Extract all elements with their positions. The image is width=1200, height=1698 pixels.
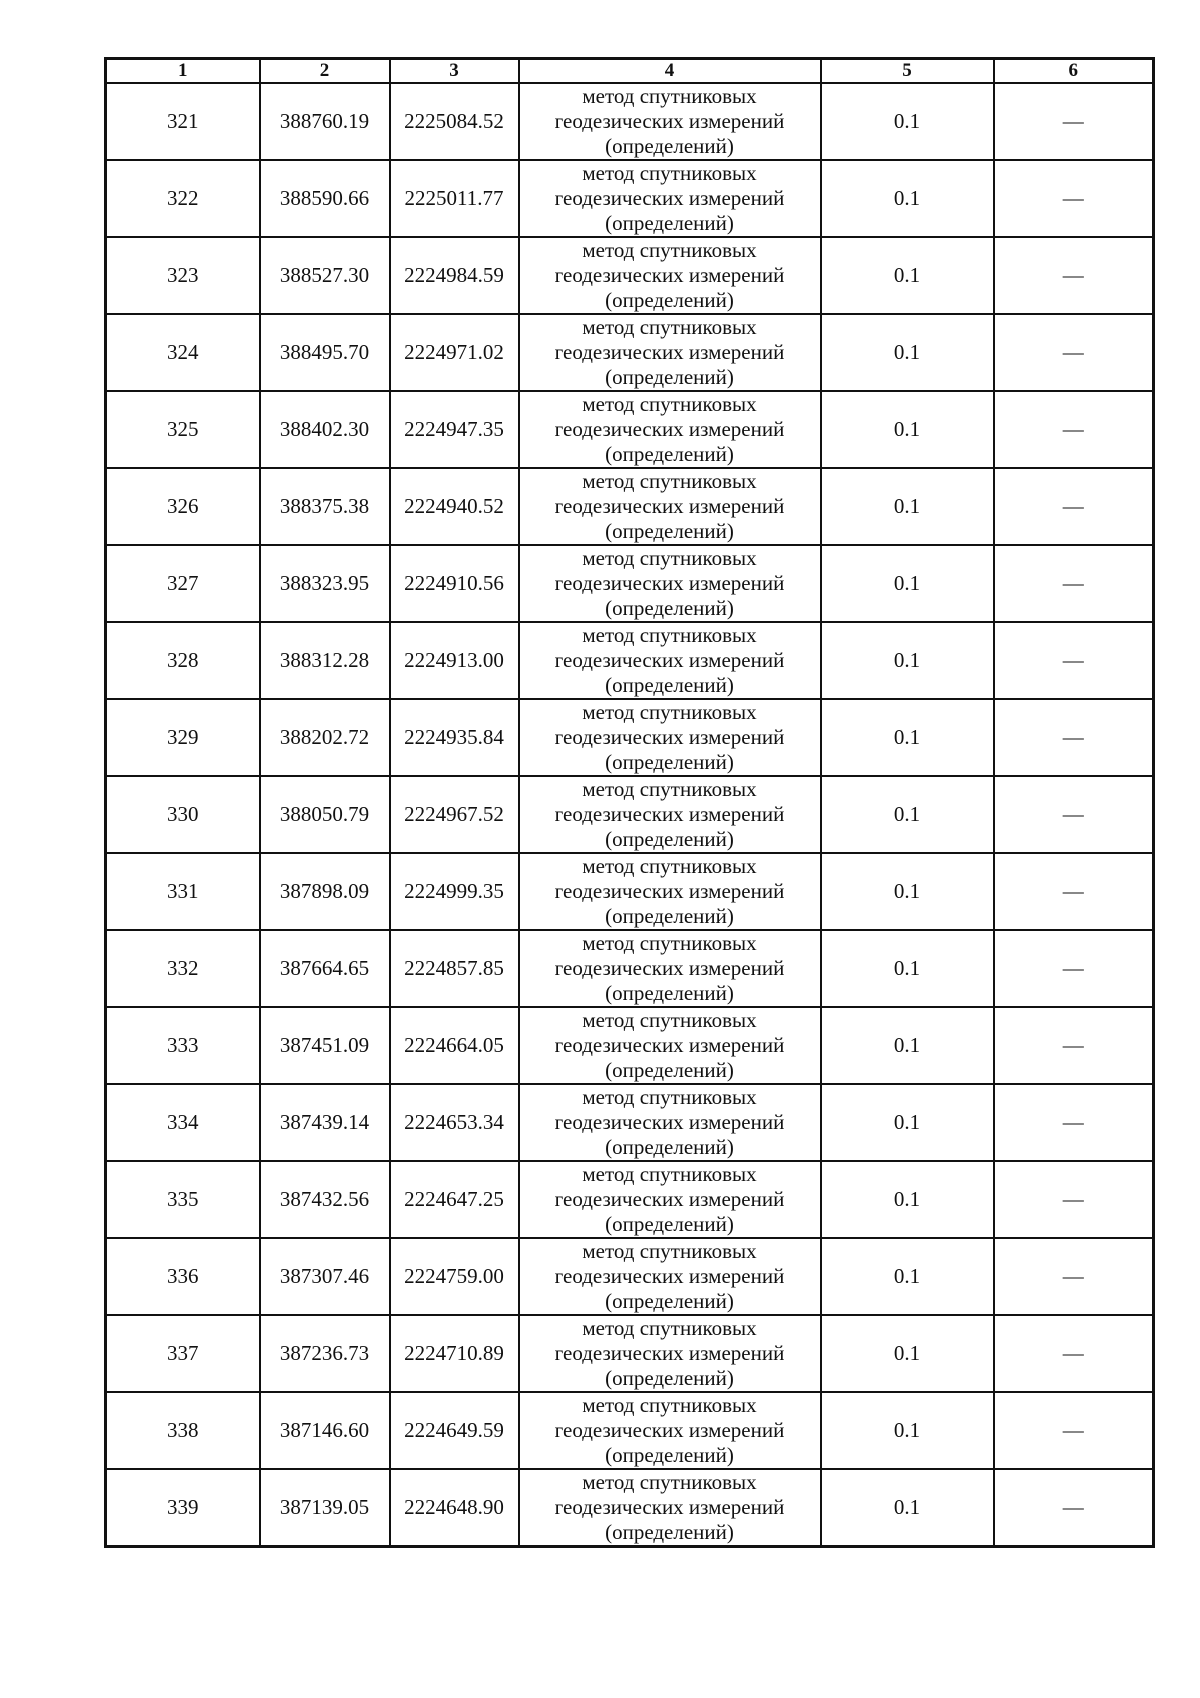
description-cell: — bbox=[994, 160, 1154, 237]
point-number-cell: 339 bbox=[106, 1469, 260, 1547]
method-line-3: (определений) bbox=[605, 1520, 734, 1544]
method-line-3: (определений) bbox=[605, 981, 734, 1005]
x-coordinate-cell: 388402.30 bbox=[260, 391, 390, 468]
method-line-2: геодезических измерений bbox=[554, 186, 785, 210]
method-line-3: (определений) bbox=[605, 673, 734, 697]
description-cell: — bbox=[994, 1392, 1154, 1469]
accuracy-cell: 0.1 bbox=[821, 1315, 994, 1392]
document-page bbox=[104, 57, 1152, 1548]
table-row bbox=[106, 1469, 1154, 1547]
method-line-2: геодезических измерений bbox=[554, 1110, 785, 1134]
method-line-2: геодезических измерений bbox=[554, 340, 785, 364]
point-number-cell: 328 bbox=[106, 622, 260, 699]
point-number-cell: 332 bbox=[106, 930, 260, 1007]
method-line-1: метод спутниковых bbox=[582, 1316, 757, 1340]
y-coordinate-cell: 2224648.90 bbox=[390, 1469, 519, 1547]
table-row bbox=[106, 391, 1154, 468]
table-row bbox=[106, 468, 1154, 545]
method-line-3: (определений) bbox=[605, 288, 734, 312]
table-row bbox=[106, 314, 1154, 391]
table-header bbox=[106, 59, 1154, 84]
accuracy-cell: 0.1 bbox=[821, 1469, 994, 1547]
y-coordinate-cell: 2224664.05 bbox=[390, 1007, 519, 1084]
method-cell bbox=[519, 1161, 821, 1238]
y-coordinate-cell: 2224857.85 bbox=[390, 930, 519, 1007]
table-row bbox=[106, 1084, 1154, 1161]
point-number-cell: 333 bbox=[106, 1007, 260, 1084]
accuracy-cell: 0.1 bbox=[821, 314, 994, 391]
point-number-cell: 334 bbox=[106, 1084, 260, 1161]
description-cell: — bbox=[994, 545, 1154, 622]
method-line-2: геодезических измерений bbox=[554, 263, 785, 287]
y-coordinate-cell: 2224947.35 bbox=[390, 391, 519, 468]
method-line-3: (определений) bbox=[605, 1366, 734, 1390]
method-cell bbox=[519, 622, 821, 699]
method-cell bbox=[519, 699, 821, 776]
x-coordinate-cell: 388202.72 bbox=[260, 699, 390, 776]
accuracy-cell: 0.1 bbox=[821, 237, 994, 314]
x-coordinate-cell: 387139.05 bbox=[260, 1469, 390, 1547]
method-line-1: метод спутниковых bbox=[582, 469, 757, 493]
x-coordinate-cell: 387307.46 bbox=[260, 1238, 390, 1315]
table-row bbox=[106, 699, 1154, 776]
description-cell: — bbox=[994, 1007, 1154, 1084]
header-col-6: 6 bbox=[994, 59, 1154, 84]
description-cell: — bbox=[994, 930, 1154, 1007]
description-cell: — bbox=[994, 1469, 1154, 1547]
point-number-cell: 321 bbox=[106, 83, 260, 160]
accuracy-cell: 0.1 bbox=[821, 391, 994, 468]
method-line-1: метод спутниковых bbox=[582, 315, 757, 339]
method-line-2: геодезических измерений bbox=[554, 571, 785, 595]
y-coordinate-cell: 2224759.00 bbox=[390, 1238, 519, 1315]
accuracy-cell: 0.1 bbox=[821, 1392, 994, 1469]
point-number-cell: 337 bbox=[106, 1315, 260, 1392]
description-cell: — bbox=[994, 853, 1154, 930]
x-coordinate-cell: 387664.65 bbox=[260, 930, 390, 1007]
y-coordinate-cell: 2224984.59 bbox=[390, 237, 519, 314]
method-line-2: геодезических измерений bbox=[554, 648, 785, 672]
method-line-2: геодезических измерений bbox=[554, 879, 785, 903]
method-line-1: метод спутниковых bbox=[582, 931, 757, 955]
table-body bbox=[106, 83, 1154, 1547]
method-line-3: (определений) bbox=[605, 596, 734, 620]
point-number-cell: 331 bbox=[106, 853, 260, 930]
point-number-cell: 330 bbox=[106, 776, 260, 853]
method-cell bbox=[519, 1238, 821, 1315]
accuracy-cell: 0.1 bbox=[821, 1007, 994, 1084]
method-cell bbox=[519, 83, 821, 160]
method-cell bbox=[519, 1315, 821, 1392]
method-line-1: метод спутниковых bbox=[582, 238, 757, 262]
method-line-2: геодезических измерений bbox=[554, 725, 785, 749]
method-line-3: (определений) bbox=[605, 1443, 734, 1467]
y-coordinate-cell: 2224913.00 bbox=[390, 622, 519, 699]
method-line-1: метод спутниковых bbox=[582, 700, 757, 724]
method-line-3: (определений) bbox=[605, 134, 734, 158]
table-row bbox=[106, 776, 1154, 853]
point-number-cell: 329 bbox=[106, 699, 260, 776]
x-coordinate-cell: 387432.56 bbox=[260, 1161, 390, 1238]
method-line-2: геодезических измерений bbox=[554, 1341, 785, 1365]
method-line-3: (определений) bbox=[605, 904, 734, 928]
table-row bbox=[106, 1392, 1154, 1469]
y-coordinate-cell: 2224999.35 bbox=[390, 853, 519, 930]
accuracy-cell: 0.1 bbox=[821, 1238, 994, 1315]
method-line-2: геодезических измерений bbox=[554, 1495, 785, 1519]
y-coordinate-cell: 2225084.52 bbox=[390, 83, 519, 160]
x-coordinate-cell: 388323.95 bbox=[260, 545, 390, 622]
method-line-1: метод спутниковых bbox=[582, 392, 757, 416]
description-cell: — bbox=[994, 468, 1154, 545]
method-cell bbox=[519, 1007, 821, 1084]
y-coordinate-cell: 2224910.56 bbox=[390, 545, 519, 622]
description-cell: — bbox=[994, 314, 1154, 391]
header-col-1: 1 bbox=[106, 59, 260, 84]
y-coordinate-cell: 2224710.89 bbox=[390, 1315, 519, 1392]
method-line-3: (определений) bbox=[605, 1289, 734, 1313]
point-number-cell: 322 bbox=[106, 160, 260, 237]
method-cell bbox=[519, 314, 821, 391]
accuracy-cell: 0.1 bbox=[821, 776, 994, 853]
description-cell: — bbox=[994, 391, 1154, 468]
accuracy-cell: 0.1 bbox=[821, 622, 994, 699]
method-line-2: геодезических измерений bbox=[554, 1187, 785, 1211]
y-coordinate-cell: 2224940.52 bbox=[390, 468, 519, 545]
method-line-2: геодезических измерений bbox=[554, 494, 785, 518]
method-line-1: метод спутниковых bbox=[582, 1239, 757, 1263]
method-cell bbox=[519, 237, 821, 314]
accuracy-cell: 0.1 bbox=[821, 160, 994, 237]
method-cell bbox=[519, 930, 821, 1007]
method-line-1: метод спутниковых bbox=[582, 623, 757, 647]
method-line-2: геодезических измерений bbox=[554, 109, 785, 133]
header-col-2: 2 bbox=[260, 59, 390, 84]
accuracy-cell: 0.1 bbox=[821, 468, 994, 545]
method-cell bbox=[519, 1469, 821, 1547]
point-number-cell: 338 bbox=[106, 1392, 260, 1469]
point-number-cell: 323 bbox=[106, 237, 260, 314]
table-row bbox=[106, 83, 1154, 160]
x-coordinate-cell: 388495.70 bbox=[260, 314, 390, 391]
point-number-cell: 336 bbox=[106, 1238, 260, 1315]
table-row bbox=[106, 930, 1154, 1007]
description-cell: — bbox=[994, 1161, 1154, 1238]
table-row bbox=[106, 1238, 1154, 1315]
description-cell: — bbox=[994, 622, 1154, 699]
y-coordinate-cell: 2224649.59 bbox=[390, 1392, 519, 1469]
y-coordinate-cell: 2224935.84 bbox=[390, 699, 519, 776]
method-line-3: (определений) bbox=[605, 442, 734, 466]
method-line-3: (определений) bbox=[605, 211, 734, 235]
accuracy-cell: 0.1 bbox=[821, 545, 994, 622]
description-cell: — bbox=[994, 1238, 1154, 1315]
y-coordinate-cell: 2224647.25 bbox=[390, 1161, 519, 1238]
point-number-cell: 326 bbox=[106, 468, 260, 545]
method-line-3: (определений) bbox=[605, 365, 734, 389]
description-cell: — bbox=[994, 83, 1154, 160]
point-number-cell: 325 bbox=[106, 391, 260, 468]
y-coordinate-cell: 2225011.77 bbox=[390, 160, 519, 237]
description-cell: — bbox=[994, 237, 1154, 314]
accuracy-cell: 0.1 bbox=[821, 699, 994, 776]
header-row bbox=[106, 59, 1154, 84]
x-coordinate-cell: 388312.28 bbox=[260, 622, 390, 699]
point-number-cell: 324 bbox=[106, 314, 260, 391]
method-cell bbox=[519, 160, 821, 237]
method-line-1: метод спутниковых bbox=[582, 1085, 757, 1109]
description-cell: — bbox=[994, 1084, 1154, 1161]
method-line-1: метод спутниковых bbox=[582, 1162, 757, 1186]
method-line-1: метод спутниковых bbox=[582, 84, 757, 108]
description-cell: — bbox=[994, 699, 1154, 776]
method-line-2: геодезических измерений bbox=[554, 1264, 785, 1288]
table-row bbox=[106, 853, 1154, 930]
method-cell bbox=[519, 468, 821, 545]
method-line-3: (определений) bbox=[605, 827, 734, 851]
header-col-4: 4 bbox=[519, 59, 821, 84]
x-coordinate-cell: 387236.73 bbox=[260, 1315, 390, 1392]
method-line-1: метод спутниковых bbox=[582, 161, 757, 185]
y-coordinate-cell: 2224971.02 bbox=[390, 314, 519, 391]
accuracy-cell: 0.1 bbox=[821, 83, 994, 160]
y-coordinate-cell: 2224653.34 bbox=[390, 1084, 519, 1161]
x-coordinate-cell: 388375.38 bbox=[260, 468, 390, 545]
description-cell: — bbox=[994, 1315, 1154, 1392]
x-coordinate-cell: 388527.30 bbox=[260, 237, 390, 314]
method-line-2: геодезических измерений bbox=[554, 417, 785, 441]
method-line-1: метод спутниковых bbox=[582, 546, 757, 570]
header-col-3: 3 bbox=[390, 59, 519, 84]
accuracy-cell: 0.1 bbox=[821, 1161, 994, 1238]
method-line-3: (определений) bbox=[605, 750, 734, 774]
x-coordinate-cell: 388760.19 bbox=[260, 83, 390, 160]
method-line-1: метод спутниковых bbox=[582, 1393, 757, 1417]
method-cell bbox=[519, 391, 821, 468]
method-cell bbox=[519, 1392, 821, 1469]
description-cell: — bbox=[994, 776, 1154, 853]
method-cell bbox=[519, 853, 821, 930]
accuracy-cell: 0.1 bbox=[821, 853, 994, 930]
x-coordinate-cell: 387146.60 bbox=[260, 1392, 390, 1469]
y-coordinate-cell: 2224967.52 bbox=[390, 776, 519, 853]
method-line-2: геодезических измерений bbox=[554, 1033, 785, 1057]
method-line-1: метод спутниковых bbox=[582, 854, 757, 878]
table-row bbox=[106, 1007, 1154, 1084]
method-line-2: геодезических измерений bbox=[554, 802, 785, 826]
method-cell bbox=[519, 776, 821, 853]
x-coordinate-cell: 387898.09 bbox=[260, 853, 390, 930]
table-row bbox=[106, 1161, 1154, 1238]
method-cell bbox=[519, 545, 821, 622]
accuracy-cell: 0.1 bbox=[821, 930, 994, 1007]
point-number-cell: 335 bbox=[106, 1161, 260, 1238]
x-coordinate-cell: 387439.14 bbox=[260, 1084, 390, 1161]
table-row bbox=[106, 545, 1154, 622]
method-line-2: геодезических измерений bbox=[554, 1418, 785, 1442]
coordinates-table bbox=[104, 57, 1155, 1548]
method-line-1: метод спутниковых bbox=[582, 1008, 757, 1032]
point-number-cell: 327 bbox=[106, 545, 260, 622]
x-coordinate-cell: 388050.79 bbox=[260, 776, 390, 853]
method-line-3: (определений) bbox=[605, 1058, 734, 1082]
x-coordinate-cell: 388590.66 bbox=[260, 160, 390, 237]
method-line-3: (определений) bbox=[605, 1135, 734, 1159]
accuracy-cell: 0.1 bbox=[821, 1084, 994, 1161]
method-line-1: метод спутниковых bbox=[582, 777, 757, 801]
table-row bbox=[106, 622, 1154, 699]
method-line-3: (определений) bbox=[605, 1212, 734, 1236]
method-cell bbox=[519, 1084, 821, 1161]
method-line-3: (определений) bbox=[605, 519, 734, 543]
x-coordinate-cell: 387451.09 bbox=[260, 1007, 390, 1084]
table-row bbox=[106, 1315, 1154, 1392]
table-row bbox=[106, 160, 1154, 237]
header-col-5: 5 bbox=[821, 59, 994, 84]
method-line-1: метод спутниковых bbox=[582, 1470, 757, 1494]
table-row bbox=[106, 237, 1154, 314]
method-line-2: геодезических измерений bbox=[554, 956, 785, 980]
